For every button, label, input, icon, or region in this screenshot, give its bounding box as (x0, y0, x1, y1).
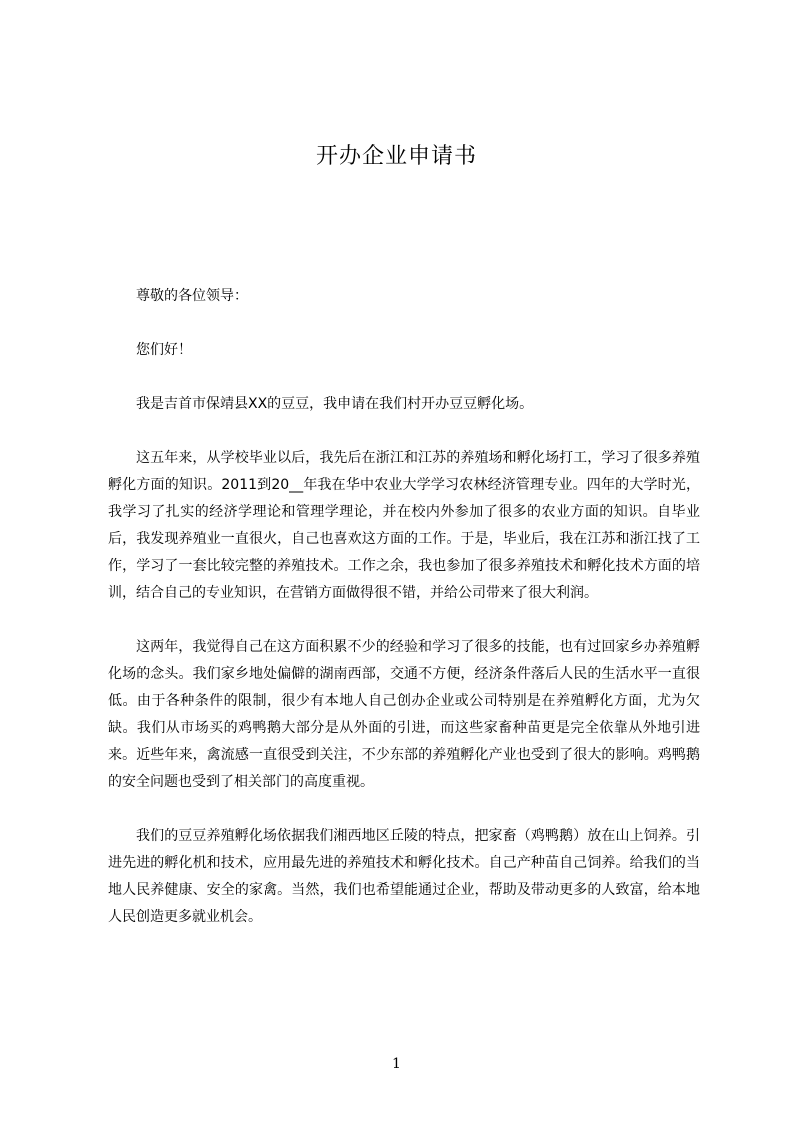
plan-paragraph: 我们的豆豆养殖孵化场依据我们湘西地区丘陵的特点，把家畜（鸡鸭鹅）放在山上饲养。引进先进的孵化机和技术，应用最先进的养殖技术和孵化技术。自己产种苗自己饲养。给我们的当地人民养健康、安全的家禽。当然，我们也希望能通过企业，帮助及带动更多的人致富，给本地人民创造更多就业机会。 (108, 828, 700, 925)
experience-paragraph: 这五年来，从学校毕业以后，我先后在浙江和江苏的养殖场和孵化场打工，学习了很多养殖孵化方面的知识。2011到20__年我在华中农业大学学习农林经济管理专业。四年的大学时光，我学习了扎实的经济学理论和管理学理论，并在校内外参加了很多的农业方面的知识。自毕业后，我发现养殖业一直很火，自己也喜欢这方面的工作。于是，毕业后，我在江苏和浙江找了工作，学习了一套比较完整的养殖技术。工作之余，我也参加了很多养殖技术和孵化技术方面的培训，结合自己的专业知识，在营销方面做得很不错，并给公司带来了很大利润。 (108, 450, 700, 601)
motivation-paragraph: 这两年，我觉得自己在这方面积累不少的经验和学习了很多的技能，也有过回家乡办养殖孵化场的念头。我们家乡地处偏僻的湖南西部，交通不方便，经济条件落后人民的生活水平一直很低。由于各种条件的限制，很少有本地人自己创办企业或公司特别是在养殖孵化方面，尤为欠缺。我们从市场买的鸡鸭鹅大部分是从外面的引进，而这些家畜种苗更是完全依靠从外地引进来。近些年来，禽流感一直很受到关注，不少东部的养殖孵化产业也受到了很大的影响。鸡鸭鹅的安全问题也受到了相关部门的高度重视。 (108, 639, 700, 790)
greeting-line: 您们好！ (136, 342, 192, 358)
document-body (108, 283, 700, 931)
intro-paragraph: 我是吉首市保靖县XX的豆豆，我申请在我们村开办豆豆孵化场。 (136, 396, 534, 412)
document-title: 开办企业申请书 (315, 144, 477, 169)
salutation-line: 尊敬的各位领导： (136, 288, 248, 304)
page-number: 1 (392, 1056, 401, 1072)
